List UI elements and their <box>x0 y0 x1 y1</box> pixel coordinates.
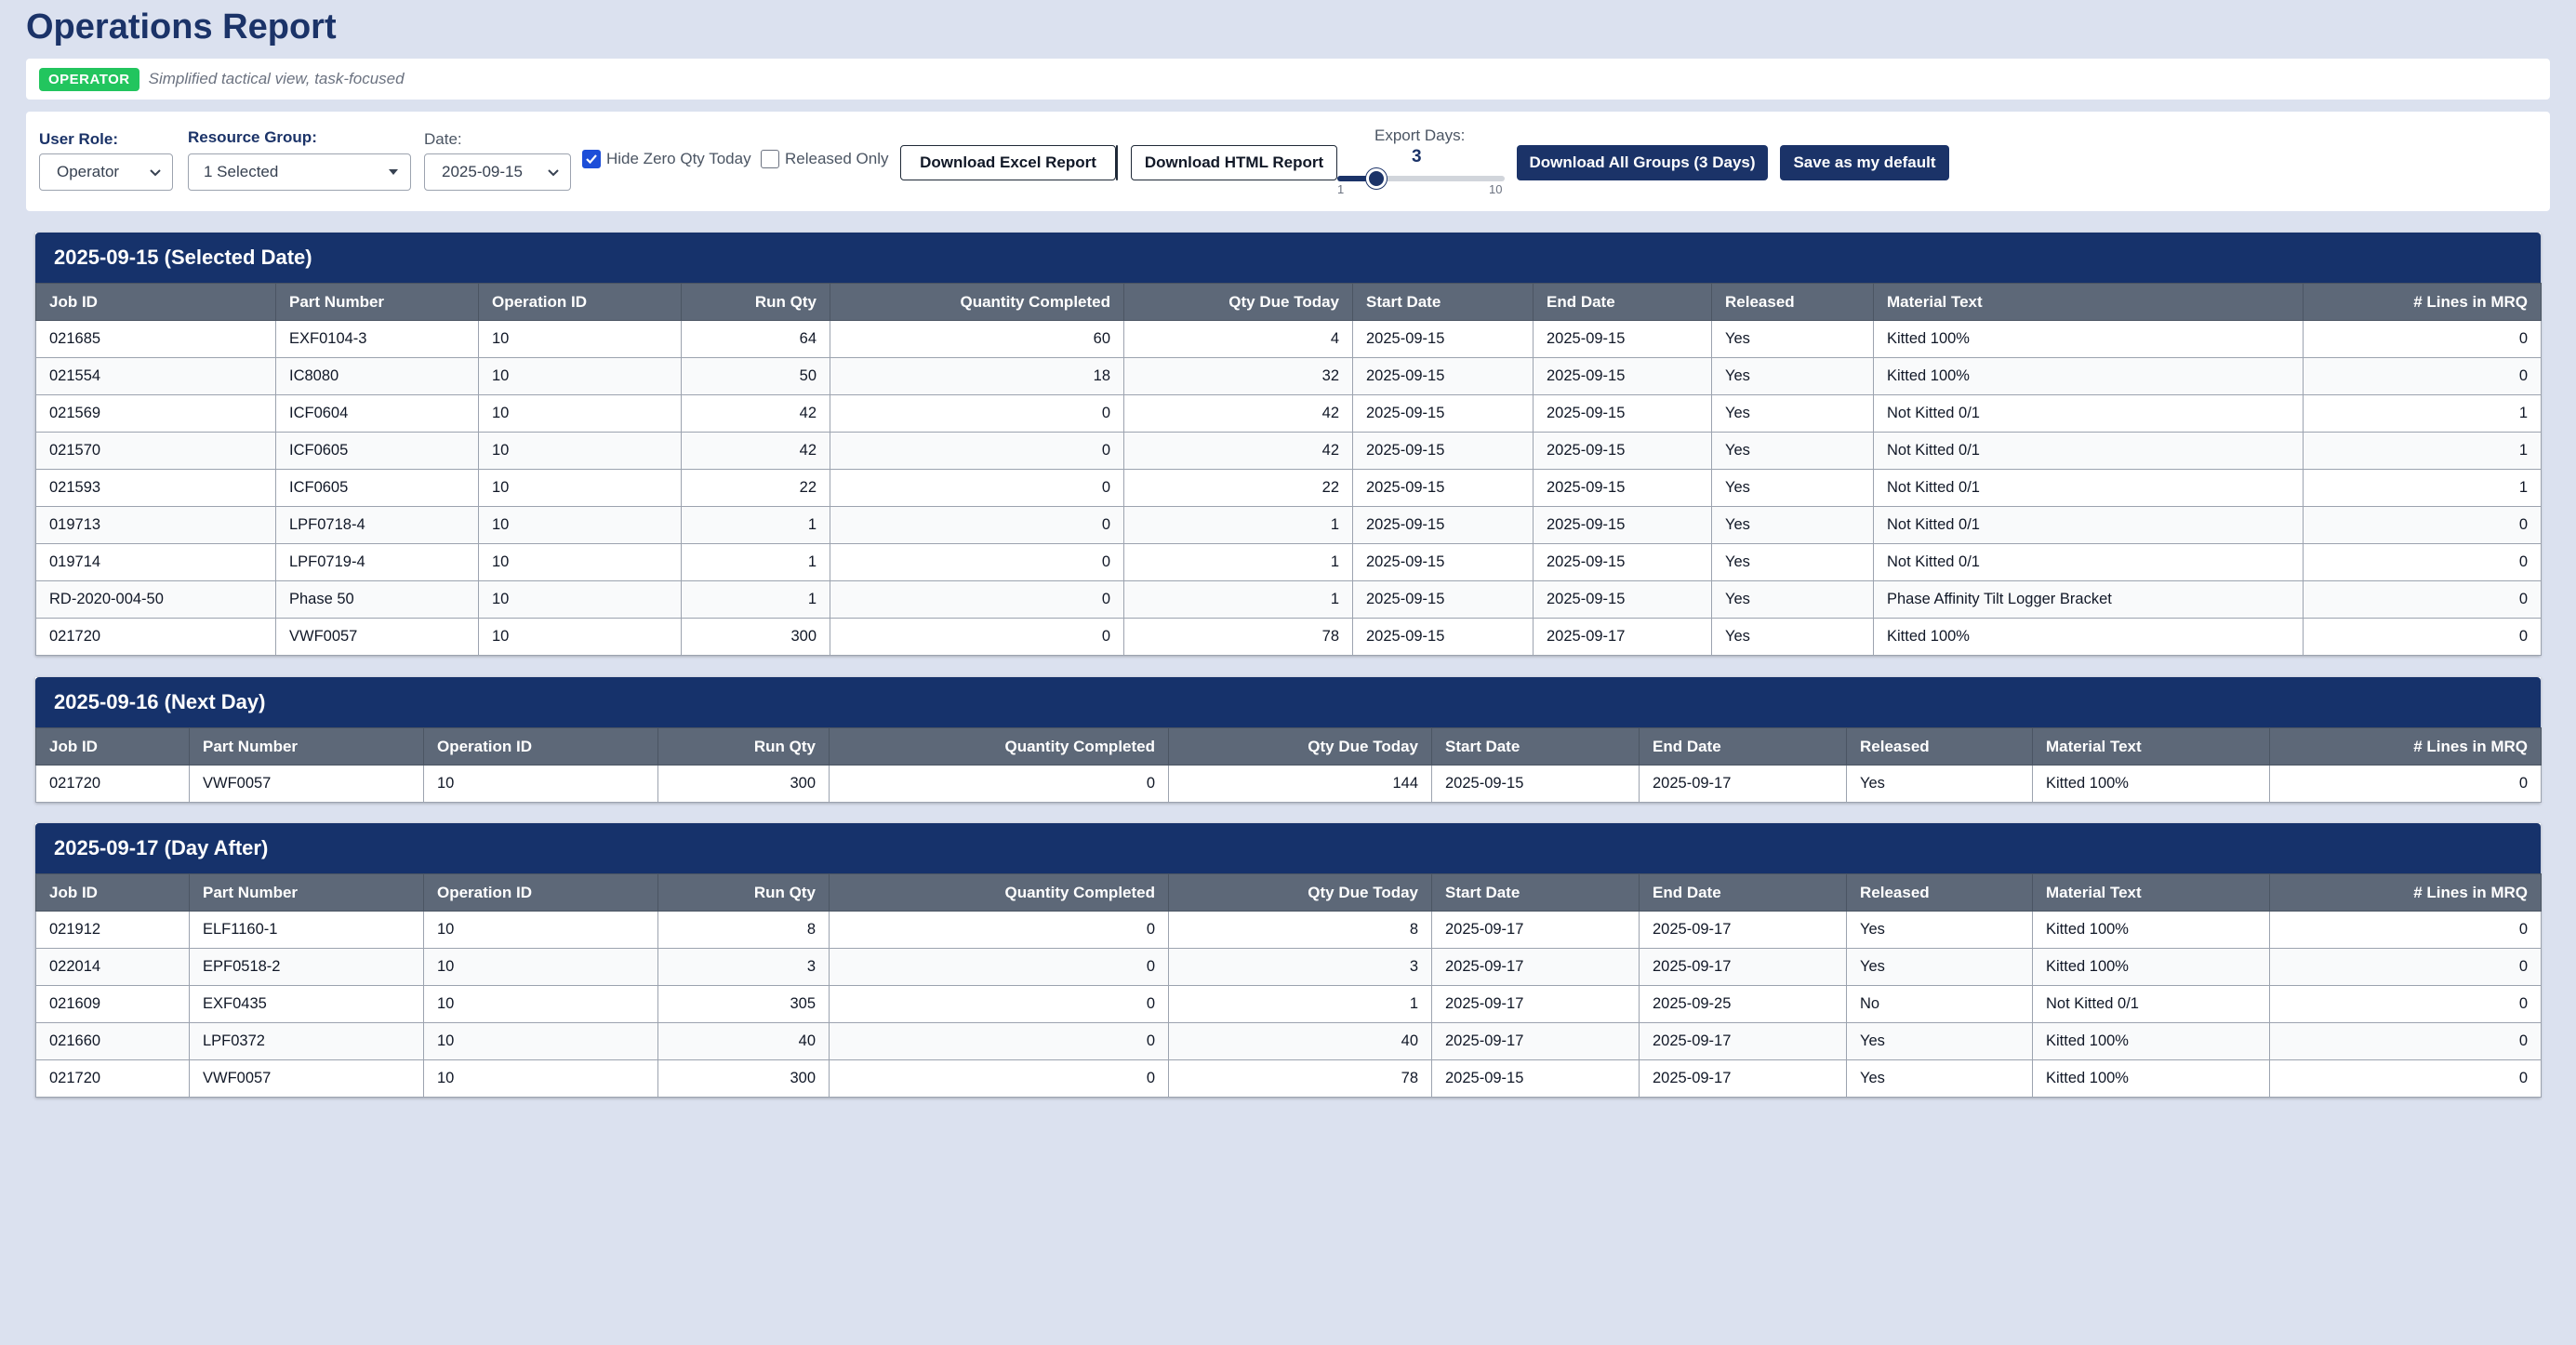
table-cell: 0 <box>830 1060 1169 1098</box>
table-cell: Not Kitted 0/1 <box>1874 433 2304 470</box>
table-row <box>36 766 2542 803</box>
jobs-table <box>35 283 2542 656</box>
table-cell: Not Kitted 0/1 <box>1874 395 2304 433</box>
table-cell: 021720 <box>36 1060 190 1098</box>
table-cell: 021912 <box>36 912 190 949</box>
table-cell: 021685 <box>36 321 276 358</box>
table-cell: 10 <box>479 507 682 544</box>
table-cell: 2025-09-15 <box>1534 433 1712 470</box>
table-cell: 10 <box>424 949 658 986</box>
table-cell: 2025-09-15 <box>1353 581 1534 619</box>
table-cell: VWF0057 <box>190 1060 424 1098</box>
table-header-row <box>36 284 2542 321</box>
table-cell: 50 <box>682 358 830 395</box>
column-header: Part Number <box>276 284 479 321</box>
user-role-value: Operator <box>57 163 120 180</box>
table-cell: 40 <box>1169 1023 1432 1060</box>
section-day-after <box>35 823 2541 1098</box>
table-cell: 2025-09-15 <box>1534 470 1712 507</box>
table-cell: 2025-09-17 <box>1432 949 1640 986</box>
caret-down-icon <box>386 165 401 180</box>
table-row <box>36 358 2542 395</box>
export-days-value: 3 <box>1412 147 1422 166</box>
table-cell: 0 <box>830 544 1124 581</box>
table-cell: 10 <box>479 433 682 470</box>
table-cell: 0 <box>830 986 1169 1023</box>
table-cell: 0 <box>2270 766 2542 803</box>
table-row <box>36 470 2542 507</box>
table-cell: 10 <box>479 581 682 619</box>
role-description: Simplified tactical view, task-focused <box>148 70 405 87</box>
table-cell: Yes <box>1847 766 2033 803</box>
table-cell: Yes <box>1847 1060 2033 1098</box>
table-cell: EPF0518-2 <box>190 949 424 986</box>
table-cell: IC8080 <box>276 358 479 395</box>
table-cell: 2025-09-15 <box>1353 358 1534 395</box>
column-header: # Lines in MRQ <box>2270 874 2542 912</box>
table-cell: Yes <box>1712 433 1874 470</box>
table-cell: 021593 <box>36 470 276 507</box>
table-cell: 0 <box>830 949 1169 986</box>
table-cell: 2025-09-15 <box>1534 544 1712 581</box>
export-days-label: Export Days: <box>1374 127 1466 144</box>
table-cell: 022014 <box>36 949 190 986</box>
table-cell: 0 <box>2270 1060 2542 1098</box>
save-default-button[interactable]: Save as my default <box>1780 145 1949 180</box>
table-cell: 10 <box>479 321 682 358</box>
column-header: Quantity Completed <box>830 284 1124 321</box>
date-select[interactable] <box>424 153 571 191</box>
table-row <box>36 581 2542 619</box>
column-header: Released <box>1847 874 2033 912</box>
table-row <box>36 1023 2542 1060</box>
table-cell: 18 <box>830 358 1124 395</box>
column-header: Operation ID <box>424 728 658 766</box>
chevron-down-icon <box>148 165 163 180</box>
table-cell: 0 <box>830 912 1169 949</box>
table-cell: 2025-09-15 <box>1432 766 1640 803</box>
table-cell: 60 <box>830 321 1124 358</box>
table-cell: 0 <box>830 395 1124 433</box>
table-cell: Yes <box>1712 544 1874 581</box>
table-cell: Kitted 100% <box>2033 1023 2270 1060</box>
table-cell: No <box>1847 986 2033 1023</box>
table-cell: 2025-09-17 <box>1640 912 1847 949</box>
table-cell: Kitted 100% <box>1874 358 2304 395</box>
table-cell: 42 <box>682 433 830 470</box>
column-header: Run Qty <box>658 728 830 766</box>
table-cell: Yes <box>1712 358 1874 395</box>
controls-panel <box>26 112 2550 211</box>
table-cell: 021570 <box>36 433 276 470</box>
table-cell: Kitted 100% <box>2033 766 2270 803</box>
table-cell: 019714 <box>36 544 276 581</box>
table-cell: 64 <box>682 321 830 358</box>
column-header: Released <box>1712 284 1874 321</box>
hide-zero-qty-label: Hide Zero Qty Today <box>606 150 751 167</box>
table-cell: 2025-09-17 <box>1432 986 1640 1023</box>
table-cell: Kitted 100% <box>1874 619 2304 656</box>
spacer <box>1116 145 1118 180</box>
resource-group-value: 1 Selected <box>204 163 279 180</box>
download-all-groups-button[interactable]: Download All Groups (3 Days) <box>1517 145 1768 180</box>
column-header: End Date <box>1640 728 1847 766</box>
column-header: End Date <box>1640 874 1847 912</box>
table-cell: 1 <box>1124 581 1353 619</box>
table-cell: VWF0057 <box>276 619 479 656</box>
table-cell: 2025-09-15 <box>1353 470 1534 507</box>
table-cell: 2025-09-17 <box>1640 766 1847 803</box>
table-cell: 021720 <box>36 766 190 803</box>
role-badge: OPERATOR <box>39 68 139 91</box>
table-cell: LPF0719-4 <box>276 544 479 581</box>
table-cell: 2025-09-17 <box>1640 1023 1847 1060</box>
download-excel-button[interactable]: Download Excel Report <box>900 145 1116 180</box>
table-cell: 0 <box>830 766 1169 803</box>
table-cell: 2025-09-17 <box>1640 1060 1847 1098</box>
table-cell: 2025-09-15 <box>1432 1060 1640 1098</box>
table-cell: 2025-09-17 <box>1432 912 1640 949</box>
export-days-min: 1 <box>1337 182 1345 196</box>
table-cell: 3 <box>1169 949 1432 986</box>
download-html-button[interactable]: Download HTML Report <box>1131 145 1337 180</box>
table-cell: 42 <box>1124 395 1353 433</box>
table-cell: Kitted 100% <box>2033 949 2270 986</box>
table-cell: 10 <box>424 912 658 949</box>
table-cell: 0 <box>2304 581 2542 619</box>
column-header: Released <box>1847 728 2033 766</box>
column-header: Start Date <box>1432 874 1640 912</box>
column-header: Qty Due Today <box>1169 728 1432 766</box>
column-header: End Date <box>1534 284 1712 321</box>
table-row <box>36 986 2542 1023</box>
table-cell: 1 <box>1169 986 1432 1023</box>
table-cell: 300 <box>682 619 830 656</box>
table-cell: 22 <box>1124 470 1353 507</box>
table-cell: 32 <box>1124 358 1353 395</box>
resource-group-label: Resource Group: <box>188 128 317 146</box>
table-cell: 021554 <box>36 358 276 395</box>
column-header: Start Date <box>1432 728 1640 766</box>
table-cell: 2025-09-15 <box>1534 581 1712 619</box>
column-header: Operation ID <box>424 874 658 912</box>
table-cell: 3 <box>658 949 830 986</box>
table-cell: Not Kitted 0/1 <box>1874 507 2304 544</box>
table-cell: 42 <box>682 395 830 433</box>
table-cell: 021660 <box>36 1023 190 1060</box>
column-header: Quantity Completed <box>830 874 1169 912</box>
table-cell: EXF0435 <box>190 986 424 1023</box>
table-cell: 2025-09-25 <box>1640 986 1847 1023</box>
table-cell: 0 <box>830 581 1124 619</box>
table-cell: 0 <box>2304 358 2542 395</box>
table-cell: 2025-09-17 <box>1640 949 1847 986</box>
table-cell: 40 <box>658 1023 830 1060</box>
table-cell: 021720 <box>36 619 276 656</box>
table-cell: Not Kitted 0/1 <box>2033 986 2270 1023</box>
table-cell: 1 <box>2304 433 2542 470</box>
table-cell: Yes <box>1847 1023 2033 1060</box>
column-header: Material Text <box>2033 874 2270 912</box>
table-cell: 1 <box>2304 470 2542 507</box>
table-cell: LPF0718-4 <box>276 507 479 544</box>
column-header: Part Number <box>190 874 424 912</box>
table-cell: Phase 50 <box>276 581 479 619</box>
table-cell: 021609 <box>36 986 190 1023</box>
table-cell: 10 <box>424 1060 658 1098</box>
column-header: Part Number <box>190 728 424 766</box>
table-cell: 021569 <box>36 395 276 433</box>
table-cell: 78 <box>1124 619 1353 656</box>
table-row <box>36 949 2542 986</box>
table-cell: 0 <box>830 507 1124 544</box>
table-cell: 10 <box>479 395 682 433</box>
table-row <box>36 912 2542 949</box>
table-cell: Yes <box>1712 619 1874 656</box>
table-row <box>36 619 2542 656</box>
section-selected-date <box>35 233 2541 656</box>
column-header: Material Text <box>2033 728 2270 766</box>
table-cell: ICF0605 <box>276 470 479 507</box>
export-days-max: 10 <box>1489 182 1503 196</box>
table-cell: Not Kitted 0/1 <box>1874 544 2304 581</box>
date-label: Date: <box>424 130 462 148</box>
table-cell: Kitted 100% <box>1874 321 2304 358</box>
checkbox-unchecked-icon <box>761 150 779 168</box>
table-row <box>36 321 2542 358</box>
table-header-row <box>36 728 2542 766</box>
table-cell: ELF1160-1 <box>190 912 424 949</box>
table-cell: 2025-09-17 <box>1534 619 1712 656</box>
column-header: Job ID <box>36 284 276 321</box>
column-header: Job ID <box>36 874 190 912</box>
released-only-label: Released Only <box>785 150 889 167</box>
column-header: Start Date <box>1353 284 1534 321</box>
table-cell: 0 <box>2270 949 2542 986</box>
section-title: 2025-09-15 (Selected Date) <box>35 233 2541 283</box>
table-cell: 0 <box>830 619 1124 656</box>
table-header-row <box>36 874 2542 912</box>
column-header: # Lines in MRQ <box>2270 728 2542 766</box>
column-header: Quantity Completed <box>830 728 1169 766</box>
table-cell: 0 <box>2270 986 2542 1023</box>
table-row <box>36 1060 2542 1098</box>
table-cell: 1 <box>1124 507 1353 544</box>
column-header: Job ID <box>36 728 190 766</box>
column-header: Run Qty <box>658 874 830 912</box>
table-cell: Yes <box>1712 507 1874 544</box>
table-cell: LPF0372 <box>190 1023 424 1060</box>
table-cell: 2025-09-15 <box>1353 321 1534 358</box>
resource-group-select[interactable] <box>188 153 411 191</box>
table-cell: 2025-09-15 <box>1534 358 1712 395</box>
table-cell: 0 <box>2304 507 2542 544</box>
table-cell: RD-2020-004-50 <box>36 581 276 619</box>
table-cell: 2025-09-15 <box>1534 395 1712 433</box>
table-cell: 2025-09-15 <box>1353 395 1534 433</box>
export-days-slider[interactable] <box>1337 176 1505 181</box>
table-row <box>36 507 2542 544</box>
table-cell: 8 <box>658 912 830 949</box>
table-cell: Yes <box>1712 581 1874 619</box>
table-cell: Yes <box>1847 949 2033 986</box>
checkbox-checked-icon <box>582 150 601 168</box>
column-header: Operation ID <box>479 284 682 321</box>
table-cell: 2025-09-15 <box>1353 544 1534 581</box>
table-cell: 42 <box>1124 433 1353 470</box>
table-cell: 2025-09-15 <box>1353 507 1534 544</box>
table-cell: 0 <box>2304 619 2542 656</box>
table-cell: 0 <box>2304 321 2542 358</box>
table-cell: Kitted 100% <box>2033 912 2270 949</box>
table-cell: 0 <box>830 1023 1169 1060</box>
column-header: Qty Due Today <box>1169 874 1432 912</box>
table-cell: Yes <box>1712 321 1874 358</box>
table-cell: 0 <box>2304 544 2542 581</box>
table-cell: 300 <box>658 1060 830 1098</box>
table-cell: 0 <box>2270 1023 2542 1060</box>
released-only-checkbox[interactable] <box>761 150 889 168</box>
table-cell: 300 <box>658 766 830 803</box>
table-cell: 8 <box>1169 912 1432 949</box>
table-row <box>36 544 2542 581</box>
table-cell: 144 <box>1169 766 1432 803</box>
table-cell: 0 <box>830 433 1124 470</box>
table-cell: Not Kitted 0/1 <box>1874 470 2304 507</box>
table-cell: 10 <box>424 986 658 1023</box>
table-cell: 1 <box>2304 395 2542 433</box>
role-banner <box>26 59 2550 100</box>
section-next-day <box>35 677 2541 803</box>
table-cell: 10 <box>479 619 682 656</box>
table-cell: 1 <box>682 581 830 619</box>
column-header: Run Qty <box>682 284 830 321</box>
table-cell: 1 <box>682 507 830 544</box>
table-cell: 2025-09-15 <box>1534 321 1712 358</box>
table-cell: 4 <box>1124 321 1353 358</box>
table-cell: VWF0057 <box>190 766 424 803</box>
table-cell: EXF0104-3 <box>276 321 479 358</box>
table-cell: 22 <box>682 470 830 507</box>
column-header: Material Text <box>1874 284 2304 321</box>
table-cell: Yes <box>1712 395 1874 433</box>
page-title: Operations Report <box>26 7 337 47</box>
table-cell: 1 <box>682 544 830 581</box>
table-cell: 10 <box>479 358 682 395</box>
slider-thumb[interactable] <box>1366 168 1387 189</box>
date-value: 2025-09-15 <box>442 163 523 180</box>
table-cell: 2025-09-17 <box>1432 1023 1640 1060</box>
table-cell: 2025-09-15 <box>1353 433 1534 470</box>
table-cell: Phase Affinity Tilt Logger Bracket <box>1874 581 2304 619</box>
table-cell: 019713 <box>36 507 276 544</box>
table-cell: 10 <box>424 766 658 803</box>
table-cell: 1 <box>1124 544 1353 581</box>
jobs-table <box>35 727 2542 803</box>
table-cell: 10 <box>424 1023 658 1060</box>
table-cell: 10 <box>479 470 682 507</box>
table-cell: ICF0605 <box>276 433 479 470</box>
hide-zero-qty-checkbox[interactable] <box>582 150 751 168</box>
table-cell: 2025-09-15 <box>1534 507 1712 544</box>
table-row <box>36 433 2542 470</box>
table-cell: 305 <box>658 986 830 1023</box>
table-cell: 0 <box>2270 912 2542 949</box>
table-cell: 2025-09-15 <box>1353 619 1534 656</box>
table-cell: Kitted 100% <box>2033 1060 2270 1098</box>
jobs-table <box>35 873 2542 1098</box>
table-cell: 0 <box>830 470 1124 507</box>
table-cell: 78 <box>1169 1060 1432 1098</box>
section-title: 2025-09-16 (Next Day) <box>35 677 2541 727</box>
table-row <box>36 395 2542 433</box>
table-cell: 10 <box>479 544 682 581</box>
user-role-label: User Role: <box>39 130 119 148</box>
section-title: 2025-09-17 (Day After) <box>35 823 2541 873</box>
column-header: Qty Due Today <box>1124 284 1353 321</box>
chevron-down-icon <box>546 165 561 180</box>
table-cell: Yes <box>1712 470 1874 507</box>
column-header: # Lines in MRQ <box>2304 284 2542 321</box>
table-cell: Yes <box>1847 912 2033 949</box>
table-cell: ICF0604 <box>276 395 479 433</box>
user-role-select[interactable] <box>39 153 173 191</box>
